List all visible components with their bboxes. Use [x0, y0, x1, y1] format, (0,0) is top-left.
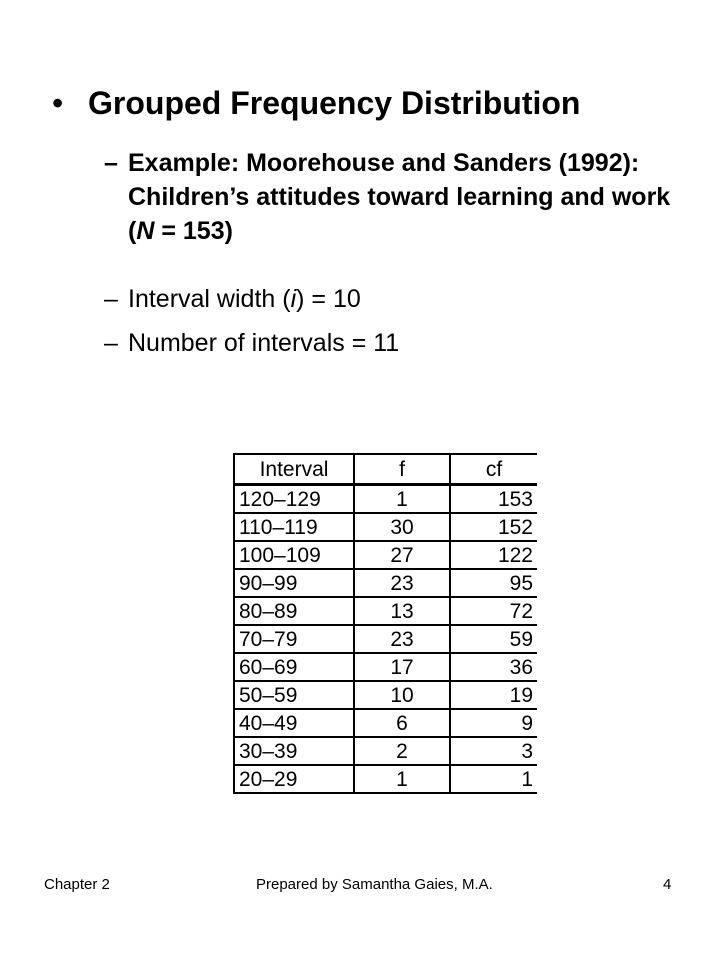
cell-f: 23: [354, 625, 450, 653]
num-intervals-text: Number of intervals = 11: [128, 329, 400, 357]
interval-width-prefix: Interval width (: [128, 285, 291, 313]
cell-f: 1: [354, 765, 450, 793]
cell-cf: 152: [450, 513, 537, 541]
interval-width-text: [128, 282, 688, 316]
cell-f: 6: [354, 709, 450, 737]
table-row: [234, 653, 537, 681]
table-row: [234, 709, 537, 737]
cell-interval: 120–129: [234, 485, 354, 514]
cell-interval: 110–119: [234, 513, 354, 541]
table-row: [234, 597, 537, 625]
cell-f: 13: [354, 597, 450, 625]
cell-interval: 50–59: [234, 681, 354, 709]
i-symbol: i: [290, 285, 297, 313]
header-cf: cf: [450, 454, 537, 485]
cell-f: 17: [354, 653, 450, 681]
interval-width-item: [104, 282, 688, 316]
cell-interval: 70–79: [234, 625, 354, 653]
bullet-icon: •: [52, 85, 64, 121]
cell-interval: 90–99: [234, 569, 354, 597]
cell-interval: 30–39: [234, 737, 354, 765]
cell-f: 30: [354, 513, 450, 541]
example-prefix: Example: Moorehouse and Sanders (1992): Children’s attitudes toward learning and work (: [128, 149, 671, 245]
cell-interval: 40–49: [234, 709, 354, 737]
cell-cf: 95: [450, 569, 537, 597]
table-row: [234, 737, 537, 765]
table-row: [234, 541, 537, 569]
cell-cf: 122: [450, 541, 537, 569]
slide-title: Grouped Frequency Distribution: [88, 85, 581, 121]
cell-f: 2: [354, 737, 450, 765]
dash-icon: –: [104, 285, 118, 313]
cell-f: 27: [354, 541, 450, 569]
cell-cf: 1: [450, 765, 537, 793]
n-symbol: N: [136, 217, 155, 245]
cell-cf: 9: [450, 709, 537, 737]
cell-cf: 19: [450, 681, 537, 709]
title-row: [52, 86, 580, 121]
table-row: [234, 513, 537, 541]
table-row: [234, 765, 537, 793]
cell-f: 10: [354, 681, 450, 709]
frequency-table: [233, 453, 537, 794]
cell-interval: 100–109: [234, 541, 354, 569]
cell-f: 1: [354, 485, 450, 514]
cell-interval: 20–29: [234, 765, 354, 793]
footer-chapter: Chapter 2: [44, 876, 110, 893]
interval-width-suffix: ) = 10: [296, 285, 361, 313]
cell-cf: 59: [450, 625, 537, 653]
table-header-row: [234, 454, 537, 485]
cell-cf: 36: [450, 653, 537, 681]
cell-interval: 60–69: [234, 653, 354, 681]
footer-credit: Prepared by Samantha Gaies, M.A.: [256, 876, 493, 893]
cell-f: 23: [354, 569, 450, 597]
cell-interval: 80–89: [234, 597, 354, 625]
cell-cf: 153: [450, 485, 537, 514]
table-row: [234, 625, 537, 653]
example-item: [104, 146, 688, 248]
table-row: [234, 681, 537, 709]
header-interval: Interval: [234, 454, 354, 485]
example-text: [128, 146, 688, 248]
num-intervals-item: [104, 326, 688, 360]
table-row: [234, 485, 537, 514]
cell-cf: 72: [450, 597, 537, 625]
footer-page-number: 4: [663, 876, 672, 893]
dash-icon: –: [104, 329, 118, 357]
example-suffix: = 153): [154, 217, 233, 245]
dash-icon: –: [104, 149, 118, 177]
header-f: f: [354, 454, 450, 485]
cell-cf: 3: [450, 737, 537, 765]
table-row: [234, 569, 537, 597]
